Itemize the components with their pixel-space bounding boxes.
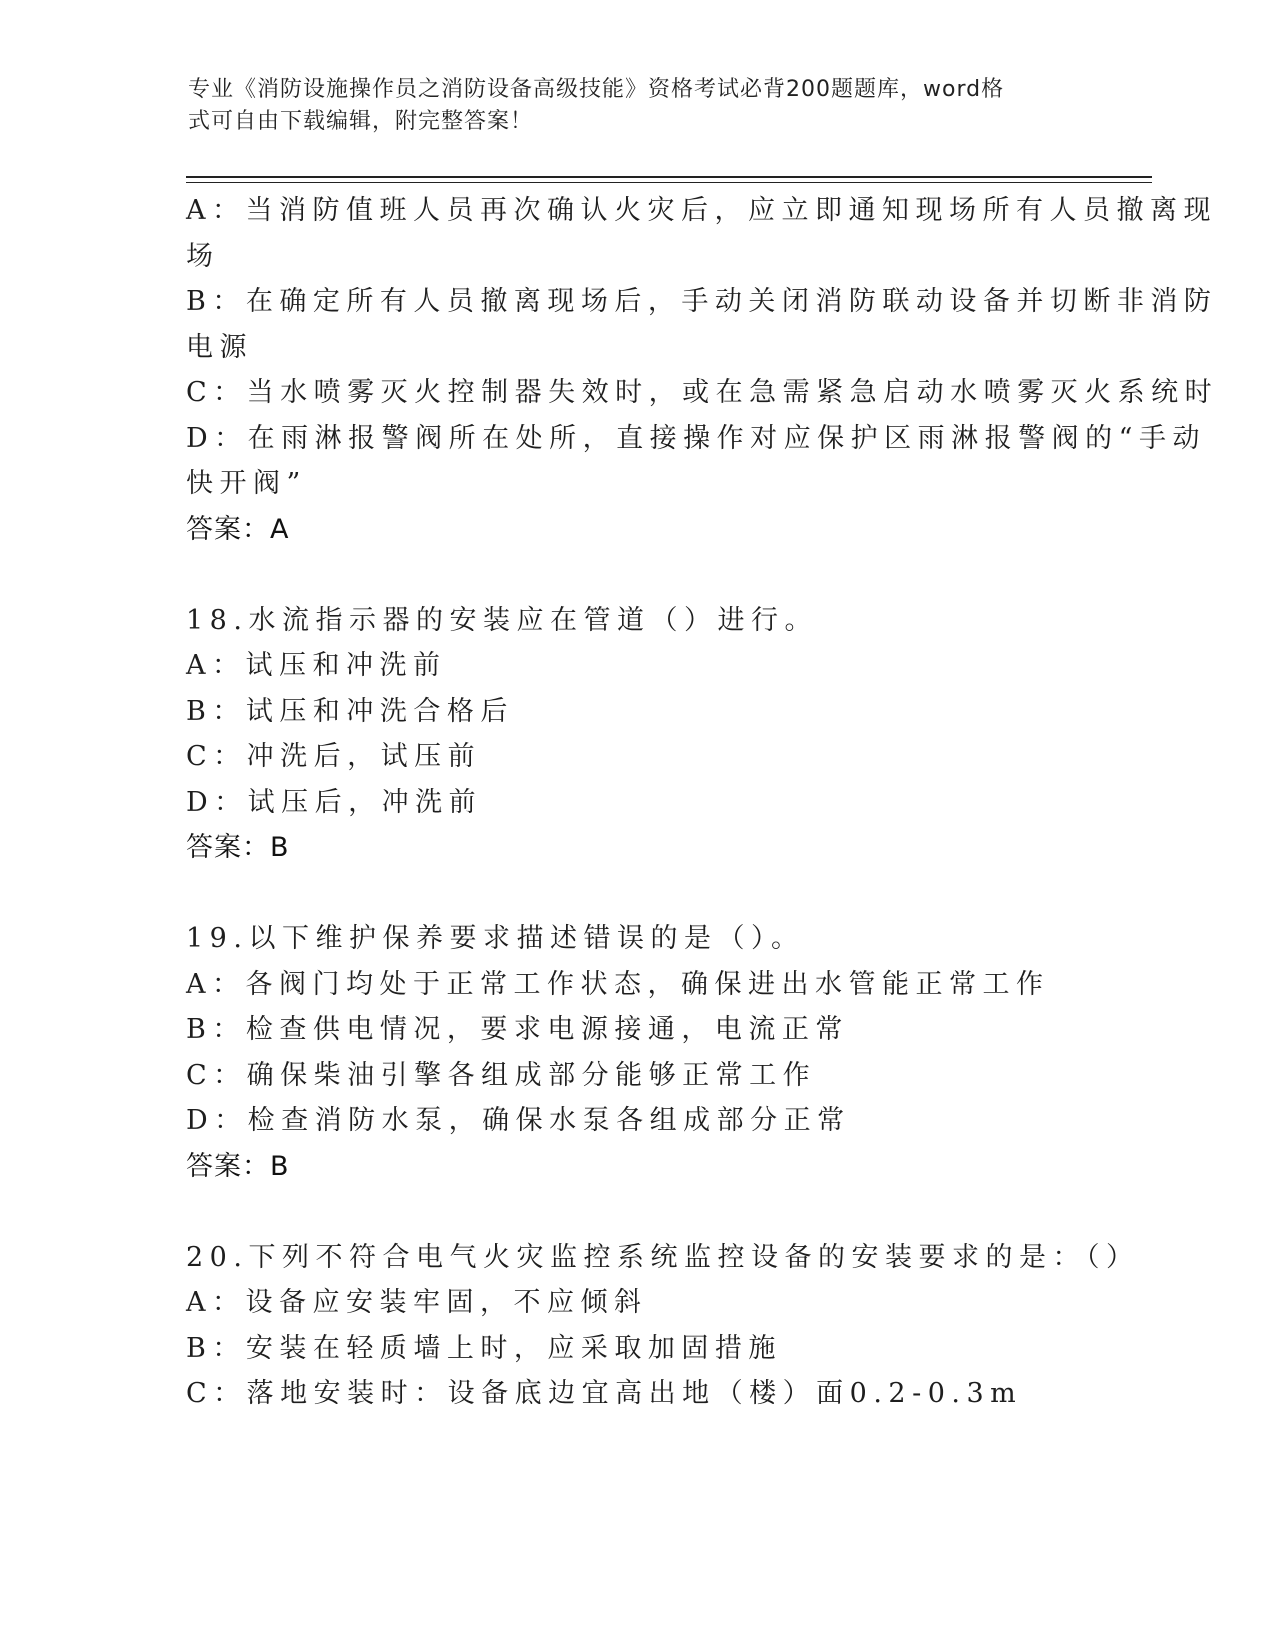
answer: 答案：A bbox=[186, 513, 290, 545]
question-text: 20.下列不符合电气火灾监控系统监控设备的安装要求的是：（） bbox=[186, 1241, 1140, 1273]
question-19-block bbox=[186, 916, 1076, 1189]
answer: 答案：B bbox=[186, 1150, 290, 1182]
answer: 答案：B bbox=[186, 832, 290, 863]
question-20-block bbox=[186, 1235, 1140, 1417]
option-b: B：安装在轻质墙上时，应采取加固措施 bbox=[186, 1332, 782, 1364]
header-divider-thin bbox=[186, 182, 1152, 183]
option-b-line-2: 电源 bbox=[186, 331, 253, 363]
option-b: B：试压和冲洗合格后 bbox=[186, 695, 514, 727]
option-b-line-1: B：在确定所有人员撤离现场后，手动关闭消防联动设备并切断非消防 bbox=[186, 286, 1218, 317]
question-18-block bbox=[186, 598, 1076, 871]
question-text: 18.水流指示器的安装应在管道（）进行。 bbox=[186, 604, 818, 636]
document-body bbox=[186, 188, 1219, 1417]
option-a: A：试压和冲洗前 bbox=[186, 650, 447, 681]
spacer bbox=[186, 1189, 1076, 1235]
question-17-block bbox=[186, 188, 1219, 552]
option-d-line-2: 快开阀” bbox=[186, 468, 307, 499]
option-d-line-1: D：在雨淋报警阀所在处所，直接操作对应保护区雨淋报警阀的“手动 bbox=[186, 422, 1206, 454]
document-header bbox=[188, 74, 1068, 138]
option-c: C：冲洗后，试压前 bbox=[186, 741, 482, 772]
spacer bbox=[186, 552, 1076, 598]
option-a: A：各阀门均处于正常工作状态，确保进出水管能正常工作 bbox=[186, 968, 1050, 1000]
header-line-1: 专业《消防设施操作员之消防设备高级技能》资格考试必背200题题库，word格 bbox=[188, 77, 1005, 102]
option-c: C：落地安装时：设备底边宜高出地（楼）面0.2-0.3m bbox=[186, 1378, 1023, 1409]
option-d: D：试压后，冲洗前 bbox=[186, 786, 483, 818]
question-text: 19.以下维护保养要求描述错误的是（）。 bbox=[186, 923, 805, 954]
option-d: D：检查消防水泵，确保水泵各组成部分正常 bbox=[186, 1105, 851, 1136]
header-line-2: 式可自由下载编辑，附完整答案！ bbox=[188, 109, 534, 134]
option-b: B：检查供电情况，要求电源接通，电流正常 bbox=[186, 1014, 849, 1045]
option-a: A：设备应安装牢固，不应倾斜 bbox=[186, 1287, 648, 1318]
option-a-line-1: A：当消防值班人员再次确认火灾后，应立即通知现场所有人员撤离现 bbox=[186, 195, 1217, 226]
spacer bbox=[186, 871, 1076, 917]
option-a-line-2: 场 bbox=[186, 240, 220, 272]
option-c: C：当水喷雾灭火控制器失效时，或在急需紧急启动水喷雾灭火系统时 bbox=[186, 377, 1219, 408]
header-divider-thick bbox=[186, 176, 1152, 178]
option-c: C：确保柴油引擎各组成部分能够正常工作 bbox=[186, 1059, 817, 1091]
